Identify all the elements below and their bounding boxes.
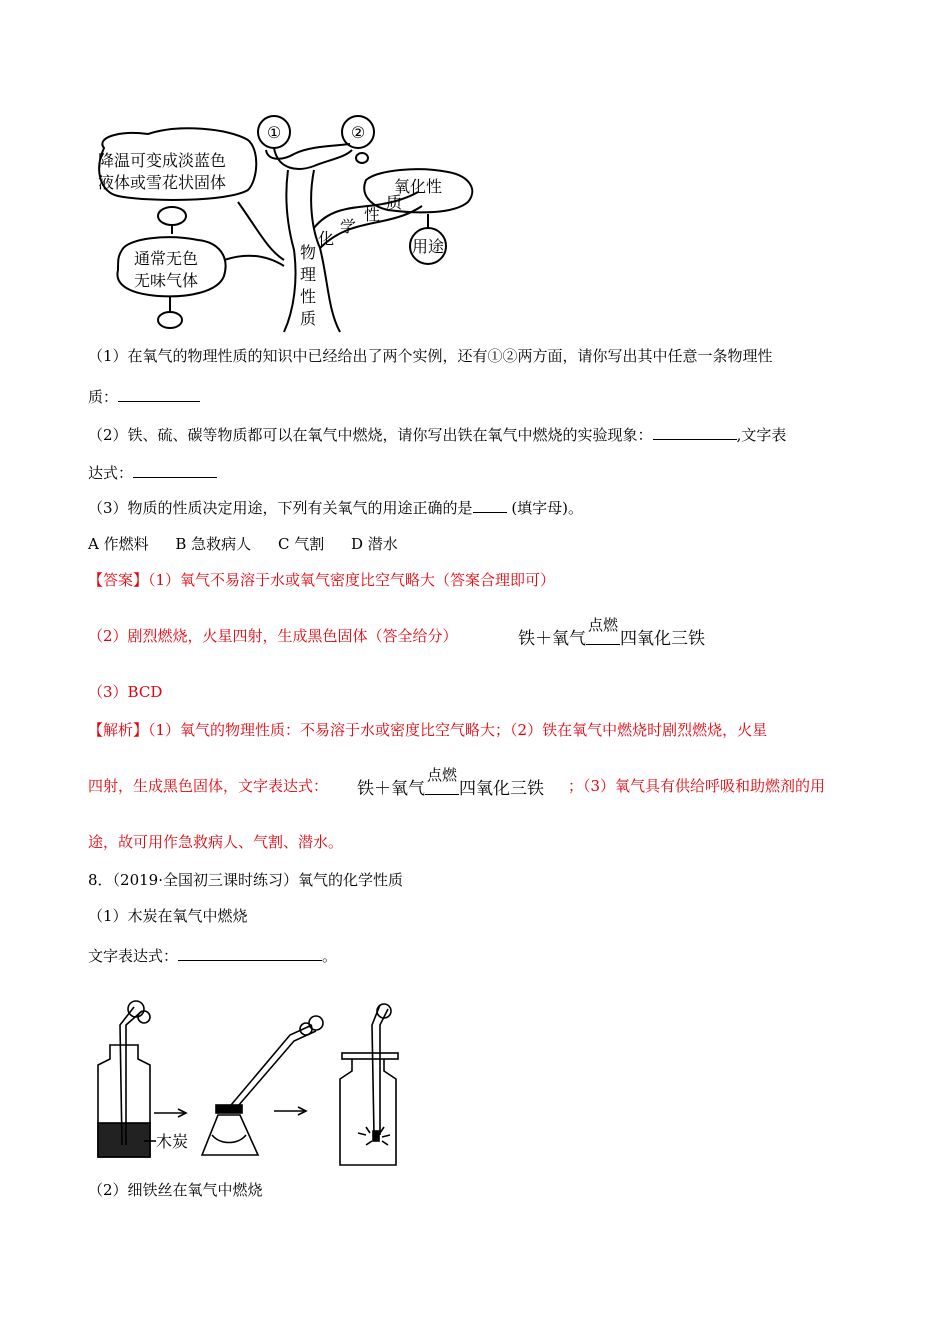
analysis-eq-condition-arrow <box>425 766 459 799</box>
tree-circle-2: ② <box>350 123 366 142</box>
answer-equation <box>518 616 705 649</box>
q3-line-text: （3）物质的性质决定用途，下列有关氧气的用途正确的是 <box>88 499 473 517</box>
q1-answer-blank[interactable] <box>118 386 200 402</box>
option-d: D 潜水 <box>351 535 398 553</box>
oxygen-properties-tree-diagram <box>88 110 488 340</box>
answer-eq-left: 铁＋氧气 <box>518 629 586 649</box>
analysis-eq-right: 四氧化三铁 <box>459 779 544 799</box>
tree-leaf-oxidation: 氧化性 <box>394 177 443 196</box>
analysis-line2-tail: ；（3）氧气具有供给呼吸和助燃剂的用 <box>568 777 826 795</box>
answer-line2: （2）剧烈燃烧，火星四射，生成黑色固体（答全给分） <box>88 627 458 645</box>
charcoal-experiment-figure <box>90 995 410 1170</box>
tree-trunk-char-3: 性 <box>300 287 317 306</box>
option-c: C 气割 <box>277 535 325 553</box>
analysis-line1 <box>88 720 767 740</box>
tree-trunk-char-2: 理 <box>300 265 317 284</box>
tree-branch-char-4: 质 <box>386 193 403 212</box>
q2-line1-text: （2）铁、硫、碳等物质都可以在氧气中燃烧，请你写出铁在氧气中燃烧的实验现象： <box>88 426 653 444</box>
q2-line1 <box>88 424 786 445</box>
tree-trunk-char-1: 物 <box>300 243 317 262</box>
analysis-equation <box>357 766 544 799</box>
q1-line1: （1）在氧气的物理性质的知识中已经给出了两个实例，还有①②两方面，请你写出其中任意一条物理性 <box>88 347 773 365</box>
tree-branch-char-2: 学 <box>340 217 357 236</box>
q8-expression-text: 文字表达式： <box>88 947 179 965</box>
q2-phenomenon-blank[interactable] <box>653 424 737 440</box>
q1-line2-text: 质： <box>88 388 119 406</box>
q2-line2-text: 达式： <box>88 464 134 482</box>
tree-cloud-left-line1: 通常无色 <box>134 249 199 268</box>
tree-cloud-top-line1: 降温可变成淡蓝色 <box>98 151 227 170</box>
answer-tag: 【答案】 <box>88 571 149 589</box>
q3-line-tail: (填字母)。 <box>511 499 584 517</box>
tree-branch-char-3: 性 <box>364 205 381 224</box>
analysis-line3: 途，故可用作急救病人、气割、潜水。 <box>88 833 344 851</box>
analysis-1: （1）氧气的物理性质：不易溶于水或密度比空气略大；（2）铁在氧气中燃烧时剧烈燃烧，火星 <box>148 721 768 739</box>
q2-expression-blank[interactable] <box>133 462 217 478</box>
analysis-tag: 【解析】 <box>88 721 149 739</box>
tree-cloud-left-line2: 无味气体 <box>134 271 199 290</box>
analysis-2a: 四射，生成黑色固体，文字表达式： <box>88 777 329 795</box>
analysis-eq-condition: 点燃 <box>426 766 457 784</box>
q2-line1-tail: ,文字表 <box>736 426 787 444</box>
answer-1: （1）氧气不易溶于水或氧气密度比空气略大（答案合理即可） <box>148 571 556 589</box>
q8-expression-blank[interactable] <box>178 945 322 961</box>
analysis-line2 <box>88 776 328 796</box>
option-b: B 急救病人 <box>175 535 252 553</box>
q3-options <box>88 534 398 554</box>
tree-circle-1: ① <box>266 123 282 142</box>
answer-line1 <box>88 570 555 590</box>
q1-line2 <box>88 386 200 407</box>
q3-answer-blank[interactable] <box>473 497 507 513</box>
charcoal-label: 木炭 <box>156 1132 189 1151</box>
q8-sub2: （2）细铁丝在氧气中燃烧 <box>88 1181 263 1199</box>
answer-eq-condition-arrow <box>586 616 620 649</box>
q8-expression-end: 。 <box>322 947 338 965</box>
tree-trunk-char-4: 质 <box>300 309 317 328</box>
answer-eq-condition: 点燃 <box>587 616 618 634</box>
tree-branch-char-1: 化 <box>318 229 335 248</box>
answer-eq-right: 四氧化三铁 <box>620 629 705 649</box>
q8-expression <box>88 945 337 966</box>
q2-line2 <box>88 462 217 483</box>
tree-use-circle: 用途 <box>411 237 445 256</box>
q8-title: 8．（2019·全国初三课时练习）氧气的化学性质 <box>88 871 403 889</box>
analysis-eq-left: 铁＋氧气 <box>357 779 425 799</box>
answer-line3: （3）BCD <box>88 683 163 701</box>
option-a: A 作燃料 <box>88 535 149 553</box>
q8-sub1: （1）木炭在氧气中燃烧 <box>88 907 248 925</box>
tree-cloud-top-line2: 液体或雪花状固体 <box>98 173 227 192</box>
q3-line <box>88 497 583 518</box>
